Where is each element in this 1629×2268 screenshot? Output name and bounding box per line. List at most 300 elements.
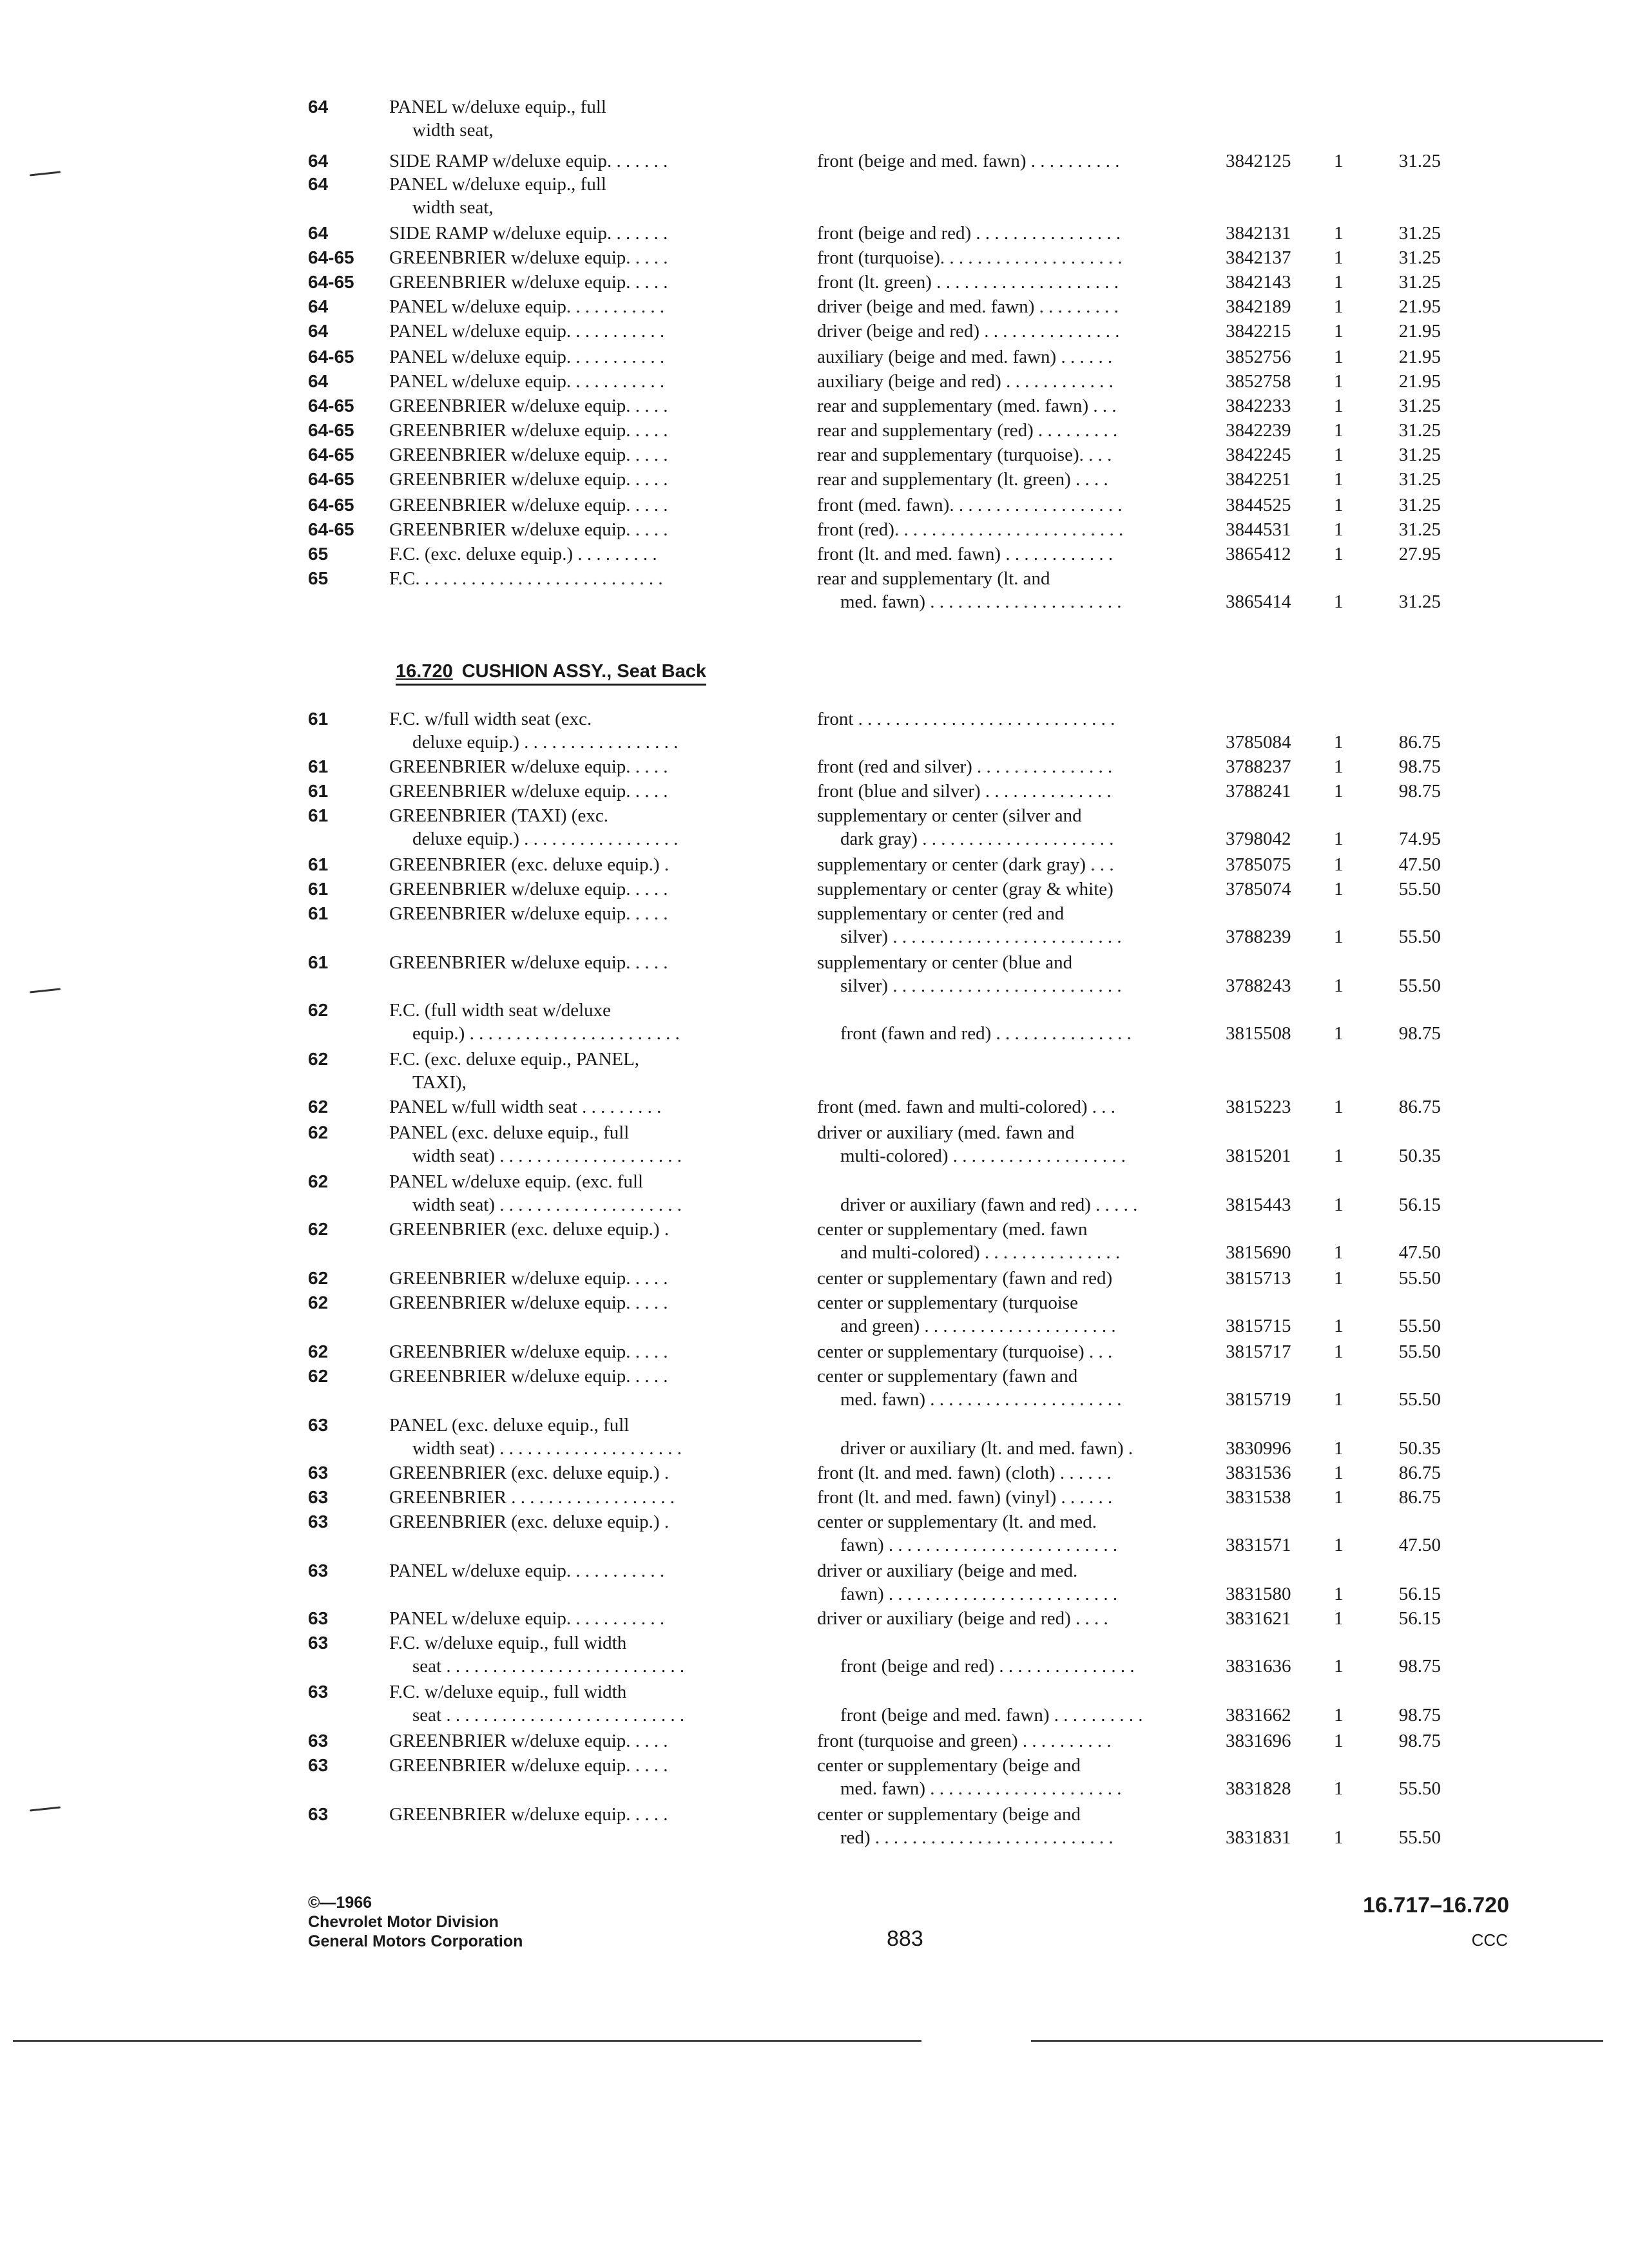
description-line: GREENBRIER (TAXI) (exc. [389, 805, 608, 826]
application-line: front (lt. and med. fawn) (vinyl) . . . . . . [817, 1487, 1113, 1508]
application-line-2: front (beige and red) . . . . . . . . . . . . . . . [840, 1656, 1135, 1677]
part-number: 3785075 [1226, 854, 1291, 875]
price: 31.25 [1398, 591, 1441, 612]
application-line-2: silver) . . . . . . . . . . . . . . . . . . . . . . . . . [840, 975, 1122, 996]
application-line: supplementary or center (dark gray) . . . [817, 854, 1114, 875]
year-cell: 63 [308, 1487, 329, 1507]
part-number: 3842137 [1226, 247, 1291, 268]
year-cell: 62 [308, 1049, 329, 1069]
description-line: GREENBRIER (exc. deluxe equip.) . [389, 1219, 670, 1240]
description-line: GREENBRIER w/deluxe equip. . . . . [389, 952, 668, 973]
description-line: GREENBRIER w/deluxe equip. . . . . [389, 420, 668, 441]
year-cell: 64 [308, 97, 329, 117]
part-number: 3831571 [1226, 1535, 1291, 1555]
year-cell: 63 [308, 1755, 329, 1775]
year-cell: 64-65 [308, 519, 354, 539]
application-line: front (lt. and med. fawn) (cloth) . . . . . . [817, 1463, 1112, 1483]
price: 31.25 [1398, 396, 1441, 416]
description-line: GREENBRIER (exc. deluxe equip.) . [389, 854, 670, 875]
description-line-2: seat . . . . . . . . . . . . . . . . . . . . . . . . . . [412, 1705, 685, 1725]
description-line: PANEL w/deluxe equip. . . . . . . . . . . [389, 296, 665, 317]
description-line: PANEL w/deluxe equip. . . . . . . . . . . [389, 1561, 665, 1581]
quantity: 1 [1334, 927, 1344, 947]
price: 50.35 [1398, 1438, 1441, 1459]
quantity: 1 [1334, 420, 1344, 441]
description-line: PANEL w/deluxe equip. (exc. full [389, 1171, 644, 1192]
part-number: 3798042 [1226, 829, 1291, 849]
price: 31.25 [1398, 420, 1441, 441]
application-line: front (red and silver) . . . . . . . . . . . . . . . [817, 756, 1113, 777]
application-line: center or supplementary (turquoise [817, 1293, 1079, 1313]
description-line-2: width seat) . . . . . . . . . . . . . . . . . . . . [412, 1438, 682, 1459]
year-cell: 63 [308, 1731, 329, 1751]
application-line-2: and green) . . . . . . . . . . . . . . . . . . . . . [840, 1316, 1116, 1336]
quantity: 1 [1334, 519, 1344, 540]
catalog-code: CCC [1471, 1930, 1508, 1950]
application-line: front (med. fawn). . . . . . . . . . . . . . . . . . . [817, 495, 1123, 515]
price: 31.25 [1398, 272, 1441, 293]
part-number: 3831580 [1226, 1584, 1291, 1604]
description-line: GREENBRIER w/deluxe equip. . . . . [389, 272, 668, 293]
part-number: 3865414 [1226, 591, 1291, 612]
application-line: center or supplementary (med. fawn [817, 1219, 1088, 1240]
part-number: 3815201 [1226, 1146, 1291, 1166]
division-name: Chevrolet Motor Division [308, 1913, 499, 1931]
year-cell: 62 [308, 1293, 329, 1312]
application-line: center or supplementary (beige and [817, 1804, 1081, 1825]
quantity: 1 [1334, 544, 1344, 564]
year-cell: 61 [308, 805, 329, 825]
year-cell: 62 [308, 1000, 329, 1020]
application-line-2: front (fawn and red) . . . . . . . . . . . . . . . [840, 1023, 1132, 1044]
description-line: GREENBRIER w/deluxe equip. . . . . [389, 903, 668, 924]
description-line: PANEL w/deluxe equip., full [389, 174, 606, 195]
year-cell: 61 [308, 709, 329, 729]
part-number: 3844525 [1226, 495, 1291, 515]
quantity: 1 [1334, 1316, 1344, 1336]
part-number: 3788237 [1226, 756, 1291, 777]
description-line: F.C. (exc. deluxe equip., PANEL, [389, 1049, 640, 1070]
price: 21.95 [1398, 321, 1441, 341]
year-cell: 65 [308, 568, 329, 588]
application-line: front (red). . . . . . . . . . . . . . . . . . . . . . . . . [817, 519, 1124, 540]
price: 56.15 [1398, 1584, 1441, 1604]
part-number: 3788241 [1226, 781, 1291, 802]
price: 98.75 [1398, 1731, 1441, 1751]
year-cell: 64 [308, 151, 329, 171]
application-line-2: and multi-colored) . . . . . . . . . . . . . . . [840, 1242, 1121, 1263]
part-number: 3865412 [1226, 544, 1291, 564]
part-number: 3831636 [1226, 1656, 1291, 1677]
description-line: GREENBRIER w/deluxe equip. . . . . [389, 879, 668, 899]
price: 55.50 [1398, 1778, 1441, 1799]
year-cell: 63 [308, 1633, 329, 1653]
application-line: center or supplementary (fawn and [817, 1366, 1078, 1387]
price: 31.25 [1398, 519, 1441, 540]
description-line-2: width seat) . . . . . . . . . . . . . . . . . . . . [412, 1195, 682, 1215]
description-line: PANEL w/deluxe equip. . . . . . . . . . . [389, 1608, 665, 1629]
quantity: 1 [1334, 975, 1344, 996]
quantity: 1 [1334, 321, 1344, 341]
year-cell: 63 [308, 1463, 329, 1483]
year-cell: 61 [308, 952, 329, 972]
part-number: 3842143 [1226, 272, 1291, 293]
quantity: 1 [1334, 781, 1344, 802]
year-cell: 62 [308, 1171, 329, 1191]
description-line: GREENBRIER w/deluxe equip. . . . . [389, 781, 668, 802]
price: 55.50 [1398, 1268, 1441, 1289]
quantity: 1 [1334, 591, 1344, 612]
application-line-2: front (beige and med. fawn) . . . . . . . . . . [840, 1705, 1143, 1725]
quantity: 1 [1334, 1195, 1344, 1215]
part-number: 3842239 [1226, 420, 1291, 441]
application-line: supplementary or center (gray & white) [817, 879, 1113, 899]
part-number: 3815717 [1226, 1341, 1291, 1362]
quantity: 1 [1334, 1097, 1344, 1117]
bottom-rule [1031, 2040, 1603, 2042]
quantity: 1 [1334, 1608, 1344, 1629]
part-number: 3815719 [1226, 1389, 1291, 1410]
quantity: 1 [1334, 1731, 1344, 1751]
price: 21.95 [1398, 371, 1441, 392]
year-cell: 64-65 [308, 247, 354, 267]
price: 56.15 [1398, 1195, 1441, 1215]
application-line: driver or auxiliary (med. fawn and [817, 1122, 1075, 1143]
price: 98.75 [1398, 1705, 1441, 1725]
description-line: GREENBRIER w/deluxe equip. . . . . [389, 1731, 668, 1751]
description-line: GREENBRIER w/deluxe equip. . . . . [389, 1341, 668, 1362]
part-number: 3831621 [1226, 1608, 1291, 1629]
price: 47.50 [1398, 1242, 1441, 1263]
description-line: GREENBRIER (exc. deluxe equip.) . [389, 1512, 670, 1532]
price: 74.95 [1398, 829, 1441, 849]
description-line-2: deluxe equip.) . . . . . . . . . . . . . . . . . [412, 829, 679, 849]
description-line: F.C. w/full width seat (exc. [389, 709, 592, 729]
section-title: CUSHION ASSY., Seat Back [461, 661, 706, 682]
description-line-2: seat . . . . . . . . . . . . . . . . . . . . . . . . . . [412, 1656, 685, 1677]
part-number: 3831828 [1226, 1778, 1291, 1799]
corporation-name: General Motors Corporation [308, 1932, 523, 1950]
price: 31.25 [1398, 151, 1441, 171]
application-line: center or supplementary (fawn and red) [817, 1268, 1113, 1289]
application-line: auxiliary (beige and red) . . . . . . . . . . . . [817, 371, 1113, 392]
quantity: 1 [1334, 854, 1344, 875]
description-line-2: TAXI), [412, 1072, 467, 1093]
year-cell: 61 [308, 756, 329, 776]
part-number: 3830996 [1226, 1438, 1291, 1459]
year-cell: 63 [308, 1561, 329, 1581]
price: 86.75 [1398, 732, 1441, 753]
application-line-2: dark gray) . . . . . . . . . . . . . . . . . . . . . [840, 829, 1114, 849]
quantity: 1 [1334, 732, 1344, 753]
price: 21.95 [1398, 347, 1441, 367]
year-cell: 63 [308, 1512, 329, 1532]
price: 27.95 [1398, 544, 1441, 564]
year-cell: 63 [308, 1682, 329, 1702]
application-line: front (lt. green) . . . . . . . . . . . . . . . . . . . . [817, 272, 1119, 293]
part-number: 3842233 [1226, 396, 1291, 416]
description-line: F.C. w/deluxe equip., full width [389, 1633, 627, 1653]
price: 55.50 [1398, 1389, 1441, 1410]
quantity: 1 [1334, 396, 1344, 416]
price: 31.25 [1398, 445, 1441, 465]
year-cell: 61 [308, 879, 329, 899]
price: 98.75 [1398, 756, 1441, 777]
application-line: front (turquoise and green) . . . . . . . . . . [817, 1731, 1112, 1751]
application-line: center or supplementary (beige and [817, 1755, 1081, 1776]
year-cell: 64 [308, 174, 329, 194]
year-cell: 64-65 [308, 469, 354, 489]
part-number: 3831536 [1226, 1463, 1291, 1483]
part-number: 3815508 [1226, 1023, 1291, 1044]
year-cell: 61 [308, 903, 329, 923]
description-line: GREENBRIER w/deluxe equip. . . . . [389, 1366, 668, 1387]
part-number: 3831662 [1226, 1705, 1291, 1725]
application-line: front (beige and red) . . . . . . . . . . . . . . . . [817, 223, 1121, 244]
quantity: 1 [1334, 1146, 1344, 1166]
description-line: F.C. (exc. deluxe equip.) . . . . . . . . . [389, 544, 657, 564]
part-number: 3842131 [1226, 223, 1291, 244]
quantity: 1 [1334, 1705, 1344, 1725]
quantity: 1 [1334, 445, 1344, 465]
description-line: GREENBRIER . . . . . . . . . . . . . . . . . . [389, 1487, 675, 1508]
quantity: 1 [1334, 1463, 1344, 1483]
description-line: PANEL w/deluxe equip. . . . . . . . . . . [389, 371, 665, 392]
price: 86.75 [1398, 1097, 1441, 1117]
page-number: 883 [887, 1927, 923, 1951]
price: 31.25 [1398, 247, 1441, 268]
application-line: front (lt. and med. fawn) . . . . . . . . . . . . [817, 544, 1113, 564]
part-number: 3844531 [1226, 519, 1291, 540]
price: 47.50 [1398, 854, 1441, 875]
part-number: 3842251 [1226, 469, 1291, 490]
year-cell: 63 [308, 1415, 329, 1435]
year-cell: 64-65 [308, 495, 354, 515]
price: 55.50 [1398, 1827, 1441, 1848]
description-line: PANEL (exc. deluxe equip., full [389, 1415, 630, 1436]
quantity: 1 [1334, 272, 1344, 293]
description-line: GREENBRIER w/deluxe equip. . . . . [389, 1268, 668, 1289]
part-number: 3831538 [1226, 1487, 1291, 1508]
application-line-2: med. fawn) . . . . . . . . . . . . . . . . . . . . . [840, 1778, 1122, 1799]
application-line: front (blue and silver) . . . . . . . . . . . . . . [817, 781, 1112, 802]
description-line: GREENBRIER w/deluxe equip. . . . . [389, 519, 668, 540]
application-line-2: med. fawn) . . . . . . . . . . . . . . . . . . . . . [840, 591, 1122, 612]
price: 55.50 [1398, 1316, 1441, 1336]
description-line: PANEL w/deluxe equip. . . . . . . . . . . [389, 321, 665, 341]
application-line: rear and supplementary (lt. green) . . . . [817, 469, 1108, 490]
quantity: 1 [1334, 347, 1344, 367]
application-line: driver (beige and med. fawn) . . . . . . . . . [817, 296, 1119, 317]
margin-mark [30, 988, 61, 993]
year-cell: 65 [308, 544, 329, 564]
part-number: 3831696 [1226, 1731, 1291, 1751]
price: 86.75 [1398, 1487, 1441, 1508]
quantity: 1 [1334, 1242, 1344, 1263]
application-line: front (beige and med. fawn) . . . . . . . . . . [817, 151, 1120, 171]
part-number: 3852758 [1226, 371, 1291, 392]
application-line-2: silver) . . . . . . . . . . . . . . . . . . . . . . . . . [840, 927, 1122, 947]
application-line: driver or auxiliary (beige and red) . . . . [817, 1608, 1108, 1629]
description-line-2: width seat) . . . . . . . . . . . . . . . . . . . . [412, 1146, 682, 1166]
application-line-2: driver or auxiliary (lt. and med. fawn) . [840, 1438, 1133, 1459]
footer-publisher [308, 1893, 523, 1951]
part-number: 3788243 [1226, 975, 1291, 996]
description-line-2: deluxe equip.) . . . . . . . . . . . . . . . . . [412, 732, 679, 753]
description-line: GREENBRIER (exc. deluxe equip.) . [389, 1463, 670, 1483]
year-cell: 64 [308, 321, 329, 341]
year-cell: 62 [308, 1366, 329, 1386]
price: 31.25 [1398, 469, 1441, 490]
application-line-2: driver or auxiliary (fawn and red) . . . . . [840, 1195, 1138, 1215]
margin-mark [30, 1806, 61, 1811]
application-line: front . . . . . . . . . . . . . . . . . . . . . . . . . . . . [817, 709, 1115, 729]
description-line: F.C. . . . . . . . . . . . . . . . . . . . . . . . . . . [389, 568, 663, 589]
price: 98.75 [1398, 1656, 1441, 1677]
part-number: 3815713 [1226, 1268, 1291, 1289]
year-cell: 64-65 [308, 420, 354, 440]
year-cell: 61 [308, 854, 329, 874]
application-line: supplementary or center (red and [817, 903, 1065, 924]
quantity: 1 [1334, 879, 1344, 899]
quantity: 1 [1334, 1656, 1344, 1677]
year-cell: 62 [308, 1268, 329, 1288]
description-line-2: equip.) . . . . . . . . . . . . . . . . . . . . . . . [412, 1023, 680, 1044]
application-line: front (turquoise). . . . . . . . . . . . . . . . . . . . [817, 247, 1123, 268]
price: 98.75 [1398, 1023, 1441, 1044]
part-number: 3842245 [1226, 445, 1291, 465]
quantity: 1 [1334, 756, 1344, 777]
year-cell: 64-65 [308, 272, 354, 292]
price: 21.95 [1398, 296, 1441, 317]
application-line: auxiliary (beige and med. fawn) . . . . . . [817, 347, 1113, 367]
part-number: 3785084 [1226, 732, 1291, 753]
year-cell: 63 [308, 1804, 329, 1824]
quantity: 1 [1334, 1487, 1344, 1508]
price: 86.75 [1398, 1463, 1441, 1483]
price: 31.25 [1398, 223, 1441, 244]
year-cell: 62 [308, 1219, 329, 1239]
year-cell: 63 [308, 1608, 329, 1628]
quantity: 1 [1334, 151, 1344, 171]
description-line: F.C. (full width seat w/deluxe [389, 1000, 612, 1021]
year-cell: 64 [308, 296, 329, 316]
application-line: center or supplementary (lt. and med. [817, 1512, 1097, 1532]
year-cell: 64 [308, 223, 329, 243]
quantity: 1 [1334, 371, 1344, 392]
quantity: 1 [1334, 1584, 1344, 1604]
bottom-rule [13, 2040, 921, 2042]
description-line-2: width seat, [412, 120, 494, 140]
application-line: front (med. fawn and multi-colored) . . . [817, 1097, 1116, 1117]
quantity: 1 [1334, 469, 1344, 490]
year-cell: 64 [308, 371, 329, 391]
section-range: 16.717–16.720 [1363, 1893, 1509, 1917]
year-cell: 62 [308, 1122, 329, 1142]
quantity: 1 [1334, 1535, 1344, 1555]
description-line-2: width seat, [412, 197, 494, 218]
description-line: GREENBRIER w/deluxe equip. . . . . [389, 756, 668, 777]
year-cell: 62 [308, 1341, 329, 1361]
quantity: 1 [1334, 829, 1344, 849]
section-heading [396, 661, 706, 686]
application-line: rear and supplementary (lt. and [817, 568, 1050, 589]
application-line: supplementary or center (blue and [817, 952, 1073, 973]
description-line: F.C. w/deluxe equip., full width [389, 1682, 627, 1702]
application-line-2: med. fawn) . . . . . . . . . . . . . . . . . . . . . [840, 1389, 1122, 1410]
quantity: 1 [1334, 1778, 1344, 1799]
application-line-2: fawn) . . . . . . . . . . . . . . . . . . . . . . . . . [840, 1584, 1118, 1604]
description-line: PANEL w/full width seat . . . . . . . . . [389, 1097, 662, 1117]
application-line: center or supplementary (turquoise) . . . [817, 1341, 1113, 1362]
description-line: PANEL (exc. deluxe equip., full [389, 1122, 630, 1143]
price: 55.50 [1398, 927, 1441, 947]
part-number: 3815715 [1226, 1316, 1291, 1336]
part-number: 3842215 [1226, 321, 1291, 341]
part-number: 3815443 [1226, 1195, 1291, 1215]
application-line: rear and supplementary (med. fawn) . . . [817, 396, 1117, 416]
quantity: 1 [1334, 495, 1344, 515]
quantity: 1 [1334, 296, 1344, 317]
year-cell: 61 [308, 781, 329, 801]
price: 55.50 [1398, 879, 1441, 899]
part-number: 3842189 [1226, 296, 1291, 317]
part-number: 3815690 [1226, 1242, 1291, 1263]
quantity: 1 [1334, 223, 1344, 244]
description-line: GREENBRIER w/deluxe equip. . . . . [389, 247, 668, 268]
application-line-2: multi-colored) . . . . . . . . . . . . . . . . . . . [840, 1146, 1126, 1166]
part-number: 3788239 [1226, 927, 1291, 947]
description-line: GREENBRIER w/deluxe equip. . . . . [389, 1293, 668, 1313]
quantity: 1 [1334, 1389, 1344, 1410]
application-line: driver (beige and red) . . . . . . . . . . . . . . . [817, 321, 1120, 341]
price: 55.50 [1398, 975, 1441, 996]
part-number: 3852756 [1226, 347, 1291, 367]
description-line: SIDE RAMP w/deluxe equip. . . . . . . [389, 151, 668, 171]
year-cell: 64-65 [308, 396, 354, 416]
price: 98.75 [1398, 781, 1441, 802]
section-number: 16.720 [396, 661, 453, 682]
quantity: 1 [1334, 1341, 1344, 1362]
price: 31.25 [1398, 495, 1441, 515]
price: 47.50 [1398, 1535, 1441, 1555]
quantity: 1 [1334, 1023, 1344, 1044]
margin-mark [30, 171, 61, 176]
year-cell: 64-65 [308, 445, 354, 465]
description-line: PANEL w/deluxe equip., full [389, 97, 606, 117]
part-number: 3785074 [1226, 879, 1291, 899]
application-line: driver or auxiliary (beige and med. [817, 1561, 1078, 1581]
part-number: 3842125 [1226, 151, 1291, 171]
description-line: GREENBRIER w/deluxe equip. . . . . [389, 445, 668, 465]
description-line: SIDE RAMP w/deluxe equip. . . . . . . [389, 223, 668, 244]
part-number: 3831831 [1226, 1827, 1291, 1848]
quantity: 1 [1334, 247, 1344, 268]
description-line: PANEL w/deluxe equip. . . . . . . . . . . [389, 347, 665, 367]
price: 55.50 [1398, 1341, 1441, 1362]
description-line: GREENBRIER w/deluxe equip. . . . . [389, 495, 668, 515]
part-number: 3815223 [1226, 1097, 1291, 1117]
quantity: 1 [1334, 1827, 1344, 1848]
year-cell: 64-65 [308, 347, 354, 367]
quantity: 1 [1334, 1438, 1344, 1459]
copyright: ©—1966 [308, 1894, 372, 1912]
description-line: GREENBRIER w/deluxe equip. . . . . [389, 1755, 668, 1776]
description-line: GREENBRIER w/deluxe equip. . . . . [389, 396, 668, 416]
application-line: rear and supplementary (turquoise). . . . [817, 445, 1112, 465]
application-line-2: red) . . . . . . . . . . . . . . . . . . . . . . . . . . [840, 1827, 1113, 1848]
description-line: GREENBRIER w/deluxe equip. . . . . [389, 1804, 668, 1825]
